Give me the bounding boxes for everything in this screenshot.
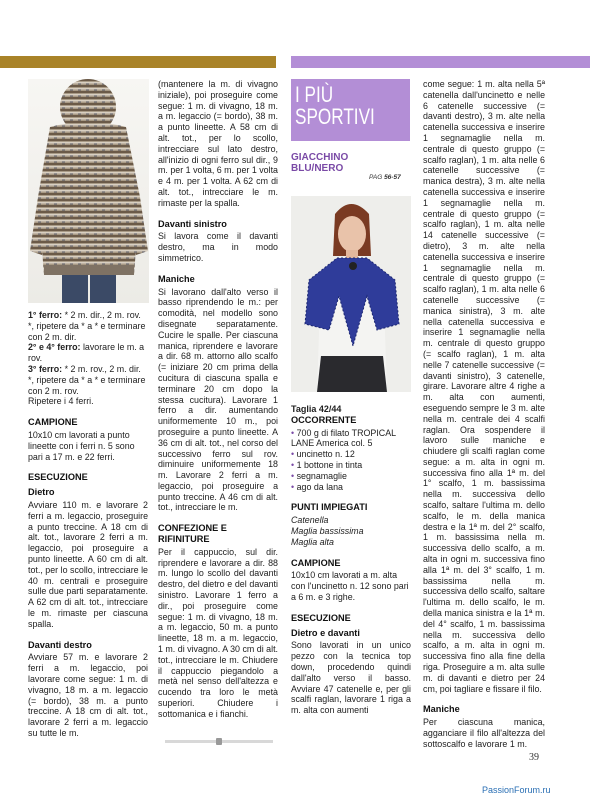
subtitle-line-2: BLU/NERO xyxy=(291,163,344,174)
dietro-davanti-text: Sono lavorati in un unico pezzo con la tecnica top down, procedendo quindi dall'alto verso il basso. Avviare 47 catenelle e, per gli scalfi raglan, lavorare 1 riga a m. alta con aumenti xyxy=(291,640,411,716)
davanti-destro-continued: (mantenere la m. di vivagno iniziale), poi proseguire come segue: 1 m. di vivagno, 18 m. a m. legaccio (= bordo), 38 m. a punto lineette. A 58 cm di alt. tot., per lo scollo, intrecciare sul lato destro, all'inizio di ogni ferro sul dir., 9 m. per 1 volta, 6 m. per 1 volta e 4 m. per 1 volta. A 62 cm di alt. tot., intrecciare le m. rimaste per la spalla. xyxy=(158,79,278,208)
row-1-instruction xyxy=(28,310,148,342)
bullet-icon: • xyxy=(291,470,295,481)
heading-dietro-davanti: Dietro e davanti xyxy=(291,627,360,638)
sweater-back-photo xyxy=(28,79,149,303)
row-3-instruction xyxy=(28,364,148,396)
heading-davanti-sinistro: Davanti sinistro xyxy=(158,218,227,229)
raglan-instructions: come segue: 1 m. alta nella 5ª catenella dall'uncinetto e nelle 6 catenelle successive (= davanti destro), 3 m. alte nella catenella successiva e inserire 1 segnamaglie nella m. centrale di questo gruppo (= scalfo raglan), 1 m. alta nelle 6 catenelle successive (= manica destra), 3 m. alte nella catenella successiva e inserire 1 segnamaglie nella m. centrale di questo gruppo (= scalfo raglan), 1 m. alta nelle 14 catenelle successive (= dietro), 3 m. alte nella catenella successiva e inserire 1 segnamaglie nella m. centrale di questo gruppo (= scalfo raglan), 1 m. alta nelle 6 catenelle successive (= manica sinistra), 3 m. alte nella catenella successiva e inserire 1 segnamaglie nella m. centrale di questo gruppo (= scalfo raglan), 1 m. alta nelle 7 catenelle successive (= davanti sinistro), 3 catenelle, girare. Lavorare altre 4 righe a m. alta con aumenti, eseguendo sempre le 3 m. alte nella m. centrale dei 4 scalfi raglan. Ora sospendere il lavoro sulle maniche e chiudere gli scalfi raglan come segue: a m. alta in ogni m. successiva fino alla 1ª m. del 1° scalfo, 1 m. bassissima nella m. successiva dello scalfo, saltare l'ultima m. dello scalfo, le m. della manica destra e la 1ª m. del 2° scalfo, 1 m. bassissima nella m. successiva dello scalfo, a m. alta in ogni m. successiva fino alla 1ª m. del 3° scalfo, 1 m. bassissima nella m. successiva dello scalfo, saltare l'ultima m. dello scalfo, le m. della manica sinistra e la 1ª m. del 4° scalfo, 1 m. bassissima nella m. successiva dello scalfo, a m. alta in ogni m. successiva fino alla fine della riga. Proseguire a m. alta sulle m. di davanti e dietro per 24 cm, poi tagliare e fissare il filo. xyxy=(423,79,545,694)
row-label: 1° ferro: xyxy=(28,310,63,320)
heading-davanti-destro: Davanti destro xyxy=(28,639,92,650)
heading-esecuzione: ESECUZIONE xyxy=(28,472,88,483)
heading-confezione: CONFEZIONE E RIFINITURE xyxy=(158,523,227,545)
list-item: • ago da lana xyxy=(291,481,343,492)
campione-text: 10x10 cm lavorati a punto lineette con i ferri n. 5 sono pari a 17 m. e 22 ferri. xyxy=(28,429,135,462)
heading-dietro: Dietro xyxy=(28,487,55,498)
list-item: • segnamaglie xyxy=(291,470,347,481)
top-color-bar-right xyxy=(291,56,590,68)
heading-campione: CAMPIONE xyxy=(28,417,78,428)
heading-occorrente: OCCORRENTE xyxy=(291,414,357,425)
repeat-note: Ripetere i 4 ferri. xyxy=(28,396,94,407)
size-label: Taglia 42/44 xyxy=(291,404,342,414)
heading-punti: PUNTI IMPIEGATI xyxy=(291,502,368,513)
top-color-bar-left xyxy=(0,56,276,68)
column-1 xyxy=(28,310,148,739)
column-2 xyxy=(158,79,278,720)
model-blue-bolero-photo xyxy=(291,196,411,392)
stitch-item: Maglia bassissima xyxy=(291,525,364,536)
page-slider[interactable] xyxy=(165,740,273,743)
heading-esecuzione: ESECUZIONE xyxy=(291,612,351,623)
bullet-icon: • xyxy=(291,459,295,470)
maniche-text: Per ciascuna manica, agganciare il filo all'altezza del sottoscalfo e lavorare 1 m. xyxy=(423,717,545,749)
row-2-4-instruction xyxy=(28,342,148,364)
maniche-text: Si lavorano dall'alto verso il basso riprendendo le m.: per comodità, nel modello sono disegnate separatamente. Cucire le spalle. Per ciascuna manica, riprendere e lavorare a dir. 68 m. attorno allo scalfo (= iniziare 20 cm prima della cucitura di ciascuna spalla e terminare 20 cm dopo la stessa cucitura). Lavorare 1 ferro a dir. aumentando uniformemente 10 m., poi proseguire a punto lineette. A 36 cm di alt. tot., nel corso del successivo ferro sul rov. diminuire uniformemente 18 m. Lavorare 2 ferri a m. legaccio, poi proseguire a punto treccine. A 46 cm di alt. tot., intrecciare le m. xyxy=(158,286,278,513)
bullet-icon: • xyxy=(291,481,295,492)
confezione-text: Per il cappuccio, sul dir. riprendere e lavorare a dir. 88 m. lungo lo scollo del davanti destro, del dietro e del davanti sinistro. Lavorare 1 ferro a dir., poi proseguire come segue: 1 m. di vivagno, 18 m. a m. legaccio, 50 m. a punto lineette, 18 m. a m. legaccio, 1 m. di vivagno. A 30 cm di alt. tot., intrecciare le m. Chiudere il cappuccio piegandolo a metà nel senso dell'altezza e cucendo tra loro le metà superiori. Chiudere i sottomanica e i fianchi. xyxy=(158,546,278,719)
row-text: lavorare le m. a rov. xyxy=(28,342,145,364)
heading-maniche: Maniche xyxy=(423,704,460,715)
bullet-icon: • xyxy=(291,427,295,438)
column-3 xyxy=(291,404,411,716)
page-ref-prefix: PAG xyxy=(369,174,383,181)
campione-text: 10x10 cm lavorati a m. alta con l'uncinetto n. 12 sono pari a 6 m. e 3 righe. xyxy=(291,570,409,602)
list-item: • uncinetto n. 12 xyxy=(291,449,355,460)
page-ref-number: 56-57 xyxy=(384,174,401,181)
subtitle-line-1: GIACCHINO xyxy=(291,152,349,163)
page-number: 39 xyxy=(529,752,539,763)
list-item: • 700 g di filato TROPICAL LANE America col. 5 xyxy=(291,427,396,449)
section-title: I PIÙ SPORTIVI xyxy=(295,82,375,129)
pattern-subtitle xyxy=(291,152,348,174)
heading-campione: CAMPIONE xyxy=(291,557,341,568)
davanti-sinistro-text: Si lavora come il davanti destro, ma in modo simmetrico. xyxy=(158,231,278,263)
dietro-text: Avviare 110 m. e lavorare 2 ferri a m. legaccio, proseguire a punto treccine. A 18 cm di alt. tot., lavorare 2 ferri a m. legaccio, poi proseguire a punto lineette. A 60 cm di alt. tot., per lo scollo, intrecciare le 40 m. centrali e proseguire sulle due parti separatamente. A 62 cm di alt. tot., intrecciare le m. rimaste per ciascuna spalla. xyxy=(28,499,148,629)
column-4 xyxy=(423,79,545,750)
watermark: PassionForum.ru xyxy=(482,785,551,795)
list-item: • 1 bottone in tinta xyxy=(291,459,363,470)
page-reference xyxy=(369,174,401,181)
row-label: 2° e 4° ferro: xyxy=(28,342,81,353)
row-text: * 2 m. dir., 2 m. rov. *, ripetere da * a * e terminare con 2 m. dir. xyxy=(28,310,146,342)
row-text: * 2 m. rov., 2 m. dir. *, ripetere da * a * e terminare con 2 m. rov. xyxy=(28,363,146,396)
bullet-icon: • xyxy=(291,449,295,460)
row-label: 3° ferro: xyxy=(28,363,63,374)
slider-thumb[interactable] xyxy=(216,738,222,745)
stitch-item: Maglia alta xyxy=(291,536,334,547)
materials-list xyxy=(291,428,411,493)
heading-maniche: Maniche xyxy=(158,273,195,284)
stitch-item: Catenella xyxy=(291,515,329,526)
davanti-destro-text: Avviare 57 m. e lavorare 2 ferri a m. legaccio, poi lavorare come segue: 1 m. di vivagno, 18 m. a m. legaccio (= bordo), 38 m. a punto treccine. A 18 cm di alt. tot., lavorare 2 ferri a m. legaccio su tutte le m. xyxy=(28,652,148,738)
